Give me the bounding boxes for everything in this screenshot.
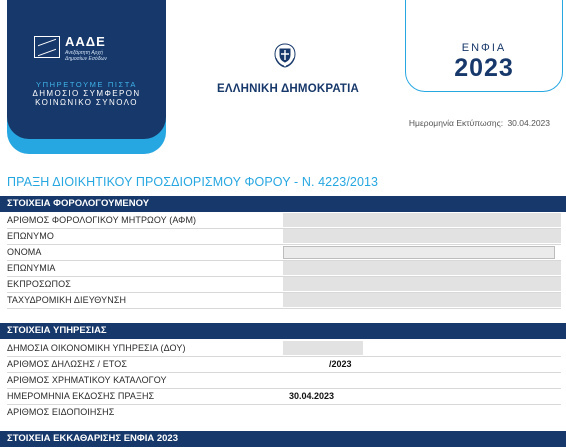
tagline-2: ΔΗΜΟΣΙΟ ΣΥΜΦΕΡΟΝ xyxy=(32,89,141,98)
logo-subtitle: Ανεξάρτητη Αρχή Δημοσίων Εσόδων xyxy=(65,50,107,62)
enfia-year: 2023 xyxy=(454,54,514,82)
aade-badge xyxy=(7,0,166,139)
service-row-notification xyxy=(0,404,566,420)
taxpayer-section-header: ΣΤΟΙΧΕΙΑ ΦΟΡΟΛΟΓΟΥΜΕΝΟΥ xyxy=(0,196,566,212)
logo-name: ΑΑΔΕ xyxy=(65,34,106,49)
row-label: ΗΜΕΡΟΜΗΝΙΑ ΕΚΔΟΣΗΣ ΠΡΑΞΗΣ xyxy=(7,391,155,401)
row-label: ΕΠΩΝΥΜΟ xyxy=(7,231,54,241)
row-value-cell xyxy=(283,341,363,355)
print-date xyxy=(407,118,550,128)
service-section-header: ΣΤΟΙΧΕΙΑ ΥΠΗΡΕΣΙΑΣ xyxy=(0,323,566,339)
service-row-declaration xyxy=(0,356,566,372)
row-value-cell xyxy=(283,277,561,291)
row-label: ΔΗΜΟΣΙΑ ΟΙΚΟΝΟΜΙΚΗ ΥΠΗΡΕΣΙΑ (ΔΟΥ) xyxy=(7,343,186,353)
tagline-1: ΥΠΗΡΕΤΟΥΜΕ ΠΙΣΤΑ xyxy=(36,80,137,89)
row-label: ΑΡΙΘΜΟΣ ΔΗΛΩΣΗΣ / ΕΤΟΣ xyxy=(7,359,128,369)
aade-logo-icon xyxy=(34,36,60,58)
row-label: ΑΡΙΘΜΟΣ ΕΙΔΟΠΟΙΗΣΗΣ xyxy=(7,407,115,417)
row-label: ΕΠΩΝΥΜΙΑ xyxy=(7,263,56,273)
row-label: ΟΝΟΜΑ xyxy=(7,247,42,257)
taxpayer-row-representative xyxy=(0,276,566,292)
row-label: ΕΚΠΡΟΣΩΠΟΣ xyxy=(7,279,71,289)
taxpayer-row-address xyxy=(0,292,566,308)
print-date-value: 30.04.2023 xyxy=(507,118,550,128)
taxpayer-row-surname xyxy=(0,228,566,244)
row-value-cell xyxy=(283,213,561,227)
print-date-label: Ημερομηνία Εκτύπωσης: xyxy=(408,118,504,128)
tagline-3: ΚΟΙΝΩΝΙΚΟ ΣΥΝΟΛΟ xyxy=(35,98,138,107)
settlement-section-header: ΣΤΟΙΧΕΙΑ ΕΚΚΑΘΑΡΙΣΗΣ ΕΝΦΙΑ 2023 xyxy=(0,431,566,447)
document-title: ΠΡΑΞΗ ΔΙΟΙΚΗΤΙΚΟΥ ΠΡΟΣΔΙΟΡΙΣΜΟΥ ΦΟΡΟΥ - Ν. 4223/2013 xyxy=(7,175,379,189)
row-value-cell xyxy=(283,261,561,275)
row-label: ΤΑΧΥΔΡΟΜΙΚΗ ΔΙΕΥΘΥΝΣΗ xyxy=(7,295,127,305)
service-row-issue-date xyxy=(0,388,566,404)
row-value-cell xyxy=(283,246,555,259)
row-label: ΑΡΙΘΜΟΣ ΦΟΡΟΛΟΓΙΚΟΥ ΜΗΤΡΩΟΥ (ΑΦΜ) xyxy=(7,215,197,225)
row-label: ΑΡΙΘΜΟΣ ΧΡΗΜΑΤΙΚΟΥ ΚΑΤΑΛΟΓΟΥ xyxy=(7,375,167,385)
republic-title: ΕΛΛΗΝΙΚΗ ΔΗΜΟΚΡΑΤΙΑ xyxy=(216,83,360,95)
row-value-cell xyxy=(283,229,561,243)
row-value: 30.04.2023 xyxy=(289,391,335,401)
enfia-label: ΕΝΦΙΑ xyxy=(461,42,507,54)
service-row-doy xyxy=(0,340,566,356)
taxpayer-row-afm xyxy=(0,212,566,228)
enfia-box xyxy=(405,0,563,92)
taxpayer-row-name xyxy=(0,244,566,260)
row-value-cell xyxy=(283,293,561,307)
coat-of-arms-icon xyxy=(270,40,300,70)
service-row-catalog xyxy=(0,372,566,388)
row-value: /2023 xyxy=(329,359,352,369)
taxpayer-row-company-name xyxy=(0,260,566,276)
